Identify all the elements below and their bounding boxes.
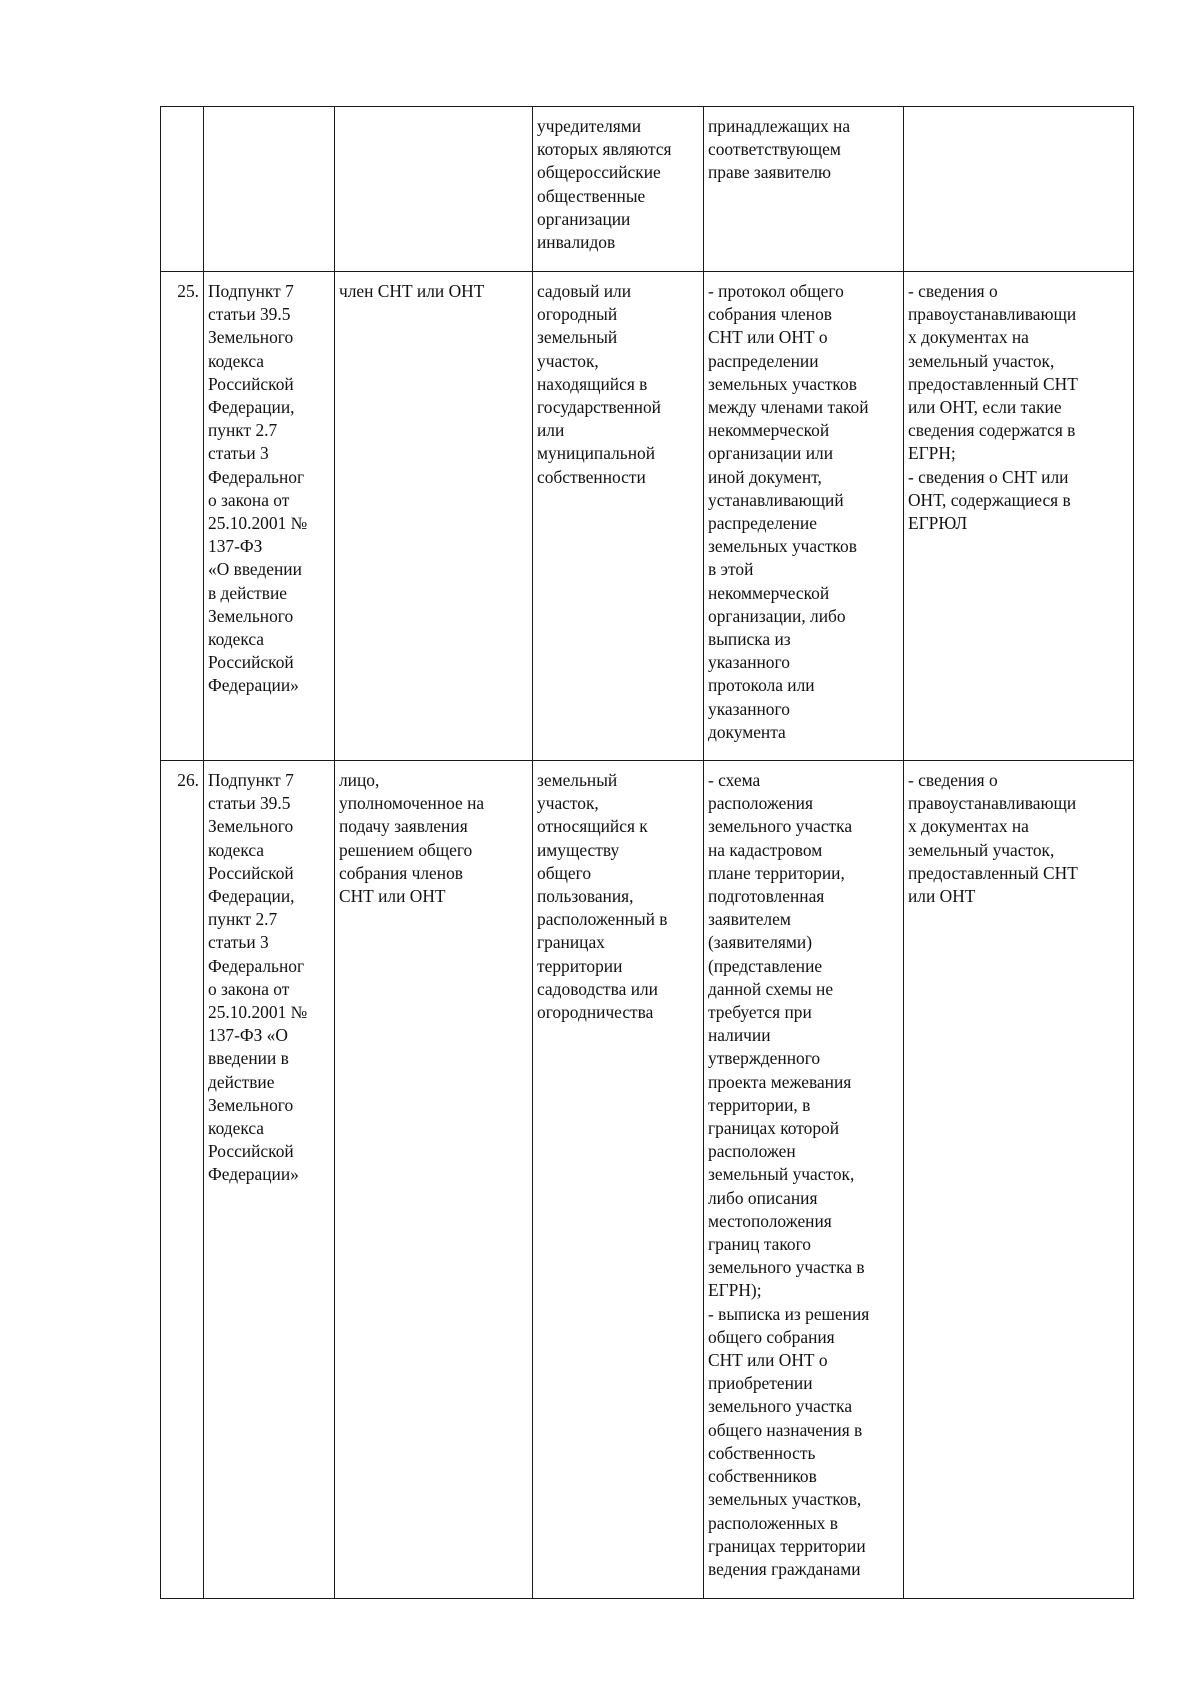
cell-text-line: расположенных в xyxy=(708,1512,838,1533)
cell-text-line: между членами такой xyxy=(708,397,869,418)
cell-text-line: которых являются xyxy=(537,139,672,160)
cell-text-line: или ОНТ, если такие xyxy=(908,397,1062,418)
cell-text-line: требуется при xyxy=(708,1002,812,1023)
cell-text-line: - сведения о xyxy=(908,770,998,790)
cell-text-line: устанавливающий xyxy=(708,489,844,510)
cell-text-line: распределении xyxy=(708,350,819,371)
cell-text-line: приобретении xyxy=(708,1373,813,1394)
cell-text-line: земельный участок, xyxy=(708,1164,855,1185)
cell-text-line: земельный xyxy=(537,770,618,790)
cell-text-line: организации xyxy=(537,208,631,229)
applicant-cell xyxy=(335,761,533,1599)
table-row xyxy=(161,107,1134,272)
cell-text-line: утвержденного xyxy=(708,1048,821,1069)
cell-text-line: ведения гражданами xyxy=(708,1558,861,1579)
cell-text-line: общего собрания xyxy=(708,1326,835,1347)
cell-text-line: подготовленная xyxy=(708,886,825,907)
cell-text-line: территории xyxy=(537,955,623,976)
cell-text-line: земельный xyxy=(537,327,618,348)
cell-text-line: - выписка из решения xyxy=(708,1303,870,1324)
cell-text-line: - протокол общего xyxy=(708,281,844,301)
cell-text-line: земельных участков xyxy=(708,536,857,557)
cell-text-line: земельного участка в xyxy=(708,1257,865,1278)
cell-text-line: общественные xyxy=(537,185,646,206)
cell-text-line: кодекса xyxy=(208,629,264,650)
cell-text-line: ЕГРН); xyxy=(708,1280,762,1301)
cell-text-line: расположенный в xyxy=(537,909,668,930)
cell-text-line: о закона от xyxy=(208,489,290,510)
cell-text-line: ОНТ, содержащиеся в xyxy=(908,489,1071,510)
cell-text-line: Федерации» xyxy=(208,1164,299,1185)
cell-text-line: указанного xyxy=(708,698,790,719)
cell-text-line: СНТ или ОНТ о xyxy=(708,327,828,348)
cell-text-line: Федерации, xyxy=(208,397,295,418)
cell-text-line: лицо, xyxy=(339,770,380,790)
cell-text-line: предоставленный СНТ xyxy=(908,862,1078,883)
row-number-cell: 25. xyxy=(161,272,204,761)
cell-text-line: Российской xyxy=(208,1141,294,1162)
cell-text-line: указанного xyxy=(708,652,790,673)
cell-text-line: 137-ФЗ xyxy=(208,536,263,557)
cell-text-line: земельного участка xyxy=(708,816,853,837)
cell-text-line: 137-ФЗ «О xyxy=(208,1025,288,1046)
cell-text-line: Федеральног xyxy=(208,466,305,487)
cell-text-line: огородный xyxy=(537,304,618,325)
cell-text-line: в действие xyxy=(208,582,287,603)
cell-text-line: (заявителями) xyxy=(708,932,812,953)
cell-text-line: имуществу xyxy=(537,839,620,860)
cell-text-line: решением общего xyxy=(339,839,473,860)
cell-text-line: протокола или xyxy=(708,675,815,696)
cell-text-line: иной документ, xyxy=(708,466,822,487)
cell-text-line: некоммерческой xyxy=(708,582,830,603)
cell-text-line: наличии xyxy=(708,1025,771,1046)
cell-text-line: государственной xyxy=(537,397,661,418)
land-plot-cell xyxy=(533,107,704,272)
basis-cell xyxy=(204,107,335,272)
cell-text-line: земельных участков, xyxy=(708,1489,862,1510)
cell-text-line: член СНТ или ОНТ xyxy=(339,281,485,301)
cell-text-line: статьи 39.5 xyxy=(208,304,291,325)
cell-text-line: кодекса xyxy=(208,350,264,371)
cell-text-line: подачу заявления xyxy=(339,816,468,837)
cell-text-line: собственность xyxy=(708,1442,816,1463)
cell-text-line: собственников xyxy=(708,1466,817,1487)
cell-text-line: организации или xyxy=(708,443,834,464)
cell-text-line: Подпункт 7 xyxy=(208,281,294,301)
cell-text-line: сведения содержатся в xyxy=(908,420,1076,441)
cell-text-line: общего xyxy=(537,862,592,883)
document-table xyxy=(160,106,1134,1599)
cell-text-line: - сведения о СНТ или xyxy=(908,466,1069,487)
cell-text-line: садоводства или xyxy=(537,978,658,999)
row-number-cell: 26. xyxy=(161,761,204,1599)
cell-text-line: 25.10.2001 № xyxy=(208,513,308,534)
cell-text-line: в этой xyxy=(708,559,754,580)
table-body xyxy=(161,107,1134,1599)
cell-text-line: Земельного xyxy=(208,816,294,837)
cell-text-line: статьи 3 xyxy=(208,932,269,953)
cell-text-line: участок, xyxy=(537,793,599,814)
cell-text-line: Земельного xyxy=(208,327,294,348)
cell-text-line: общего назначения в xyxy=(708,1419,863,1440)
cell-text-line: участок, xyxy=(537,350,599,371)
cell-text-line: расположения xyxy=(708,793,813,814)
cell-text-line: Земельного xyxy=(208,605,294,626)
cell-text-line: плане территории, xyxy=(708,862,845,883)
cell-text-line: общероссийские xyxy=(537,162,661,183)
cell-text-line: границ такого xyxy=(708,1234,812,1255)
cell-text-line: Российской xyxy=(208,373,294,394)
cell-text-line: Российской xyxy=(208,862,294,883)
cell-text-line: пользования, xyxy=(537,886,634,907)
cell-text-line: на кадастровом xyxy=(708,839,823,860)
requested-documents-cell xyxy=(904,761,1134,1599)
cell-text-line: Подпункт 7 xyxy=(208,770,294,790)
cell-text-line: кодекса xyxy=(208,1118,264,1139)
cell-text-line: или xyxy=(537,420,565,441)
cell-text-line: границах территории xyxy=(708,1535,866,1556)
cell-text-line: документа xyxy=(708,721,786,742)
cell-text-line: пункт 2.7 xyxy=(208,420,278,441)
cell-text-line: выписка из xyxy=(708,629,791,650)
cell-text-line: «О введении xyxy=(208,559,302,580)
cell-text-line: огородничества xyxy=(537,1002,654,1023)
cell-text-line: - схема xyxy=(708,770,761,790)
cell-text-line: - сведения о xyxy=(908,281,998,301)
cell-text-line: х документах на xyxy=(908,816,1029,837)
cell-text-line: садовый или xyxy=(537,281,632,301)
requested-documents-cell xyxy=(904,272,1134,761)
applicant-documents-cell xyxy=(704,107,904,272)
cell-text-line: данной схемы не xyxy=(708,978,834,999)
cell-text-line: земельных участков xyxy=(708,373,857,394)
cell-text-line: пункт 2.7 xyxy=(208,909,278,930)
cell-text-line: собрания членов xyxy=(708,304,832,325)
cell-text-line: либо описания xyxy=(708,1187,818,1208)
cell-text-line: Земельного xyxy=(208,1094,294,1115)
cell-text-line: СНТ или ОНТ о xyxy=(708,1350,828,1371)
cell-text-line: относящийся к xyxy=(537,816,648,837)
land-plot-cell xyxy=(533,272,704,761)
cell-text-line: х документах на xyxy=(908,327,1029,348)
cell-text-line: границах xyxy=(537,932,605,953)
basis-cell xyxy=(204,272,335,761)
table-row xyxy=(161,272,1134,761)
cell-text-line: расположен xyxy=(708,1141,796,1162)
cell-text-line: уполномоченное на xyxy=(339,793,485,814)
cell-text-line: земельный участок, xyxy=(908,839,1055,860)
cell-text-line: границах которой xyxy=(708,1118,840,1139)
cell-text-line: учредителями xyxy=(537,116,642,136)
row-number-cell xyxy=(161,107,204,272)
cell-text-line: Федеральног xyxy=(208,955,305,976)
requested-documents-cell xyxy=(904,107,1134,272)
cell-text-line: принадлежащих на xyxy=(708,116,851,136)
cell-text-line: СНТ или ОНТ xyxy=(339,886,446,907)
cell-text-line: (представление xyxy=(708,955,823,976)
applicant-documents-cell xyxy=(704,272,904,761)
cell-text-line: находящийся в xyxy=(537,373,648,394)
applicant-documents-cell xyxy=(704,761,904,1599)
cell-text-line: Российской xyxy=(208,652,294,673)
cell-text-line: инвалидов xyxy=(537,232,616,253)
cell-text-line: или ОНТ xyxy=(908,886,976,907)
land-plot-cell xyxy=(533,761,704,1599)
applicant-cell xyxy=(335,107,533,272)
cell-text-line: Федерации» xyxy=(208,675,299,696)
cell-text-line: правоустанавливающи xyxy=(908,793,1077,814)
cell-text-line: собственности xyxy=(537,466,646,487)
table-row xyxy=(161,761,1134,1599)
cell-text-line: ЕГРЮЛ xyxy=(908,513,968,534)
cell-text-line: собрания членов xyxy=(339,862,463,883)
cell-text-line: праве заявителю xyxy=(708,162,831,183)
cell-text-line: местоположения xyxy=(708,1210,832,1231)
cell-text-line: соответствующем xyxy=(708,139,841,160)
cell-text-line: заявителем xyxy=(708,909,791,930)
cell-text-line: земельный участок, xyxy=(908,350,1055,371)
cell-text-line: действие xyxy=(208,1071,275,1092)
cell-text-line: кодекса xyxy=(208,839,264,860)
cell-text-line: предоставленный СНТ xyxy=(908,373,1078,394)
cell-text-line: статьи 39.5 xyxy=(208,793,291,814)
cell-text-line: некоммерческой xyxy=(708,420,830,441)
cell-text-line: территории, в xyxy=(708,1094,811,1115)
applicant-cell xyxy=(335,272,533,761)
cell-text-line: правоустанавливающи xyxy=(908,304,1077,325)
basis-cell xyxy=(204,761,335,1599)
cell-text-line: 25.10.2001 № xyxy=(208,1002,308,1023)
cell-text-line: проекта межевания xyxy=(708,1071,852,1092)
cell-text-line: муниципальной xyxy=(537,443,656,464)
cell-text-line: о закона от xyxy=(208,978,290,999)
cell-text-line: ЕГРН; xyxy=(908,443,956,464)
cell-text-line: организации, либо xyxy=(708,605,846,626)
cell-text-line: введении в xyxy=(208,1048,289,1069)
cell-text-line: распределение xyxy=(708,513,817,534)
cell-text-line: статьи 3 xyxy=(208,443,269,464)
cell-text-line: Федерации, xyxy=(208,886,295,907)
cell-text-line: земельного участка xyxy=(708,1396,853,1417)
